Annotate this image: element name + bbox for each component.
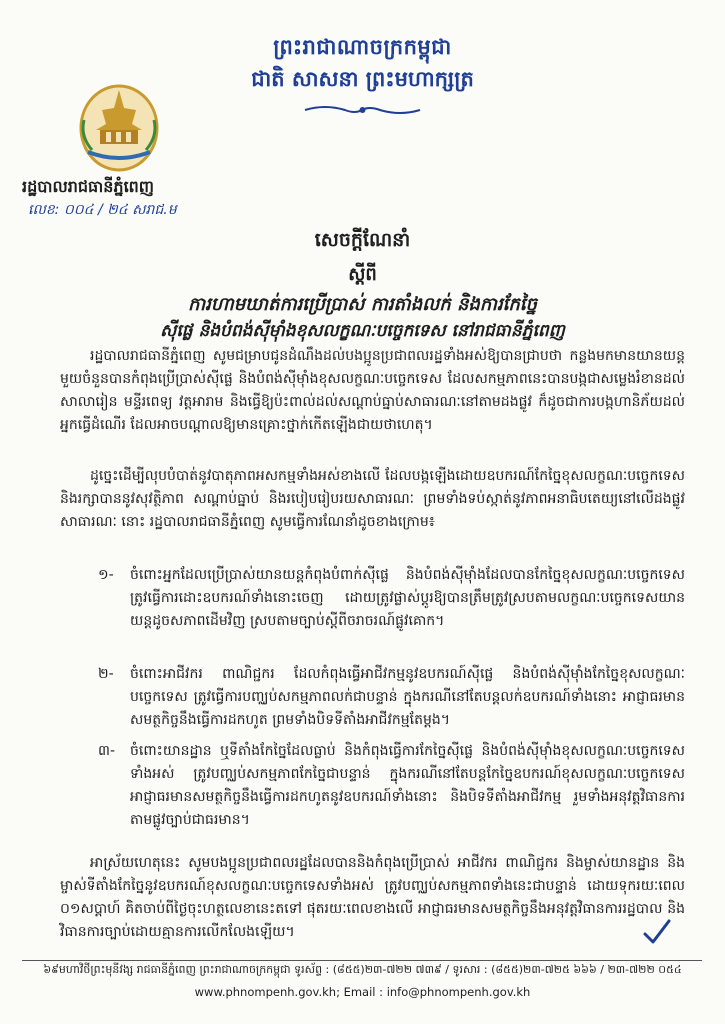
subject-keyword: ស្តីពី [348, 264, 377, 285]
footer-divider [22, 960, 702, 961]
item-number-3: ៣- [98, 743, 116, 759]
reference-number: លេខ: ០០៤ / ២៤ សរាជ.ម [28, 202, 177, 218]
ink-check-mark-icon [642, 918, 672, 946]
item-number-2: ២- [98, 666, 114, 682]
subject-line-1: ការហាមឃាត់ការប្រើប្រាស់ ការតាំងលក់ និងការកែច្នៃ [188, 294, 537, 315]
item-number-1: ១- [98, 567, 114, 583]
body-paragraph-3: អាស្រ័យហេតុនេះ សូមបងប្អូនប្រជាពលរដ្ឋដែលបាននិងកំពុងប្រើប្រាស់ អាជីវករ ពាណិជ្ជករ និងម្ចាស់យានដ្ឋាន និងម្ចាស់ទីតាំងកែច្នៃនូវឧបករណ៍ខុសលក្ខណៈបច្ចេកទេសទាំងអស់ ត្រូវបញ្ឈប់សកម្មភាពទាំងនេះជាបន្ទាន់ ដោយទុករយៈពេល ០១សប្តាហ៍ គិតចាប់ពីថ្ងៃចុះហត្ថលេខានេះតទៅ ផុតរយៈពេលខាងលើ អាជ្ញាធរមានសមត្ថកិច្ចនឹងអនុវត្តវិធានការរដ្ឋបាល និងវិធានការច្បាប់ដោយគ្មានការលើកលែងឡើយ។ [60, 855, 685, 940]
subject-line-2: ស៊ីផ្លេ និងបំពង់ស៊ីម៉ាំងខុសលក្ខណៈបច្ចេកទេស នៅរាជធានីភ្នំពេញ [160, 321, 565, 341]
list-item-1: ចំពោះអ្នកដែលប្រើប្រាស់យានយន្តកំពុងបំពាក់ស៊ីផ្លេ និងបំពង់ស៊ីម៉ាំងដែលបានកែច្នៃខុសលក្ខណៈបច្ចេកទេស ត្រូវធ្វើការដោះឧបករណ៍ទាំងនោះចេញ ដោយត្រូវផ្លាស់ប្តូរឱ្យបានត្រឹមត្រូវស្របតាមលក្ខណៈបច្ចេកទេសយានយន្តដូចសភាពដើមវិញ ស្របតាមច្បាប់ស្តីពីចរាចរណ៍ផ្លូវគោក។ [130, 567, 685, 629]
national-motto: ជាតិ សាសនា ព្រះមហាក្សត្រ [251, 67, 474, 91]
website-link[interactable]: www.phnompenh.gov.kh [194, 985, 337, 999]
list-item-3: ចំពោះយានដ្ឋាន ឬទីតាំងកែច្នៃដែលធ្លាប់ និងកំពុងធ្វើការកែច្នៃស៊ីផ្លេ និងបំពង់ស៊ីម៉ាំងខុសលក្ខណៈបច្ចេកទេសទាំងអស់ ត្រូវបញ្ឈប់សកម្មភាពកែច្នៃជាបន្ទាន់ ក្នុងករណីនៅតែបន្តកែច្នៃឧបករណ៍ខុសលក្ខណៈបច្ចេកទេស អាជ្ញាធរមានសមត្ថកិច្ចនឹងធ្វើការដកហូតនូវឧបករណ៍ទាំងនោះ និងបិទទីតាំងអាជីវកម្ម រួមទាំងអនុវត្តវិធានការតាមផ្លូវច្បាប់ជាធរមាន។ [130, 743, 685, 828]
body-paragraph-2: ដូច្នេះដើម្បីលុបបំបាត់នូវបាតុភាពអសកម្មទាំងអស់ខាងលើ ដែលបង្កឡើងដោយឧបករណ៍កែច្នៃខុសលក្ខណៈបច្ចេកទេស និងរក្សាបាននូវសុវត្ថិភាព សណ្តាប់ធ្នាប់ និងរបៀបរៀបរយសាធារណៈ ព្រមទាំងទប់ស្កាត់នូវភាពអនាធិបតេយ្យនៅលើដងផ្លូវសាធារណៈ នោះ រដ្ឋបាលរាជធានីភ្នំពេញ សូមធ្វើការណែនាំដូចខាងក្រោម៖ [60, 468, 685, 530]
email-label: Email : [343, 985, 384, 999]
issuer-name: រដ្ឋបាលរាជធានីភ្នំពេញ [22, 177, 155, 196]
kingdom-header: ព្រះរាជាណាចក្រកម្ពុជា [273, 35, 452, 59]
body-paragraph-1: រដ្ឋបាលរាជធានីភ្នំពេញ សូមជម្រាបជូនដំណឹងដល់បងប្អូនប្រជាពលរដ្ឋទាំងអស់ឱ្យបានជ្រាបថា កន្លងមកមានយានយន្តមួយចំនួនបានកំពុងប្រើប្រាស់ស៊ីផ្លេ និងបំពង់ស៊ីម៉ាំងខុសលក្ខណៈបច្ចេកទេស ដែលសកម្មភាពនេះបានបង្កជាសម្លេងរំខានដល់សាលារៀន មន្ទីរពេទ្យ វត្តអារាម និងធ្វើឱ្យប៉ះពាល់ដល់សណ្តាប់ធ្នាប់សាធារណៈនៅតាមដងផ្លូវ ក៏ដូចជាការបង្កហានិភ័យដល់អ្នកធ្វើដំណើរ ដែលអាចបណ្តាលឱ្យមានគ្រោះថ្នាក់កើតឡើងជាយថាហេតុ។ [60, 348, 685, 433]
footer-contact: www.phnompenh.gov.kh; Email : info@phnompenh.gov.kh [194, 985, 531, 999]
document-type: សេចក្តីណែនាំ [314, 229, 411, 251]
list-item-2: ចំពោះអាជីវករ ពាណិជ្ជករ ដែលកំពុងធ្វើអាជីវកម្មនូវឧបករណ៍ស៊ីផ្លេ និងបំពង់ស៊ីម៉ាំងកែច្នៃខុសលក្ខណៈបច្ចេកទេស ត្រូវធ្វើការបញ្ឈប់សកម្មភាពលក់ជាបន្ទាន់ ក្នុងករណីនៅតែបន្តលក់ឧបករណ៍ទាំងនោះ អាជ្ញាធរមានសមត្ថកិច្ចនឹងធ្វើការដកហូត ព្រមទាំងបិទទីតាំងអាជីវកម្មតែម្តង។ [130, 666, 685, 728]
header-ornament-icon [300, 102, 425, 118]
email-link[interactable]: info@phnompenh.gov.kh [386, 985, 531, 999]
footer-address: ៦៩មហាវិថីព្រះមុនីវង្ស រាជធានីភ្នំពេញ ព្រះរាជាណាចក្រកម្ពុជា ទូរស័ព្ទ : (៨៥៥)២៣-៧២២ ៧៣៩ / ទូរសារ : (៨៥៥)២៣-៧២៥ ៦៦៦ / ២៣-៧២២ ០៥៤ [43, 963, 682, 976]
phnom-penh-emblem-icon [78, 80, 160, 172]
